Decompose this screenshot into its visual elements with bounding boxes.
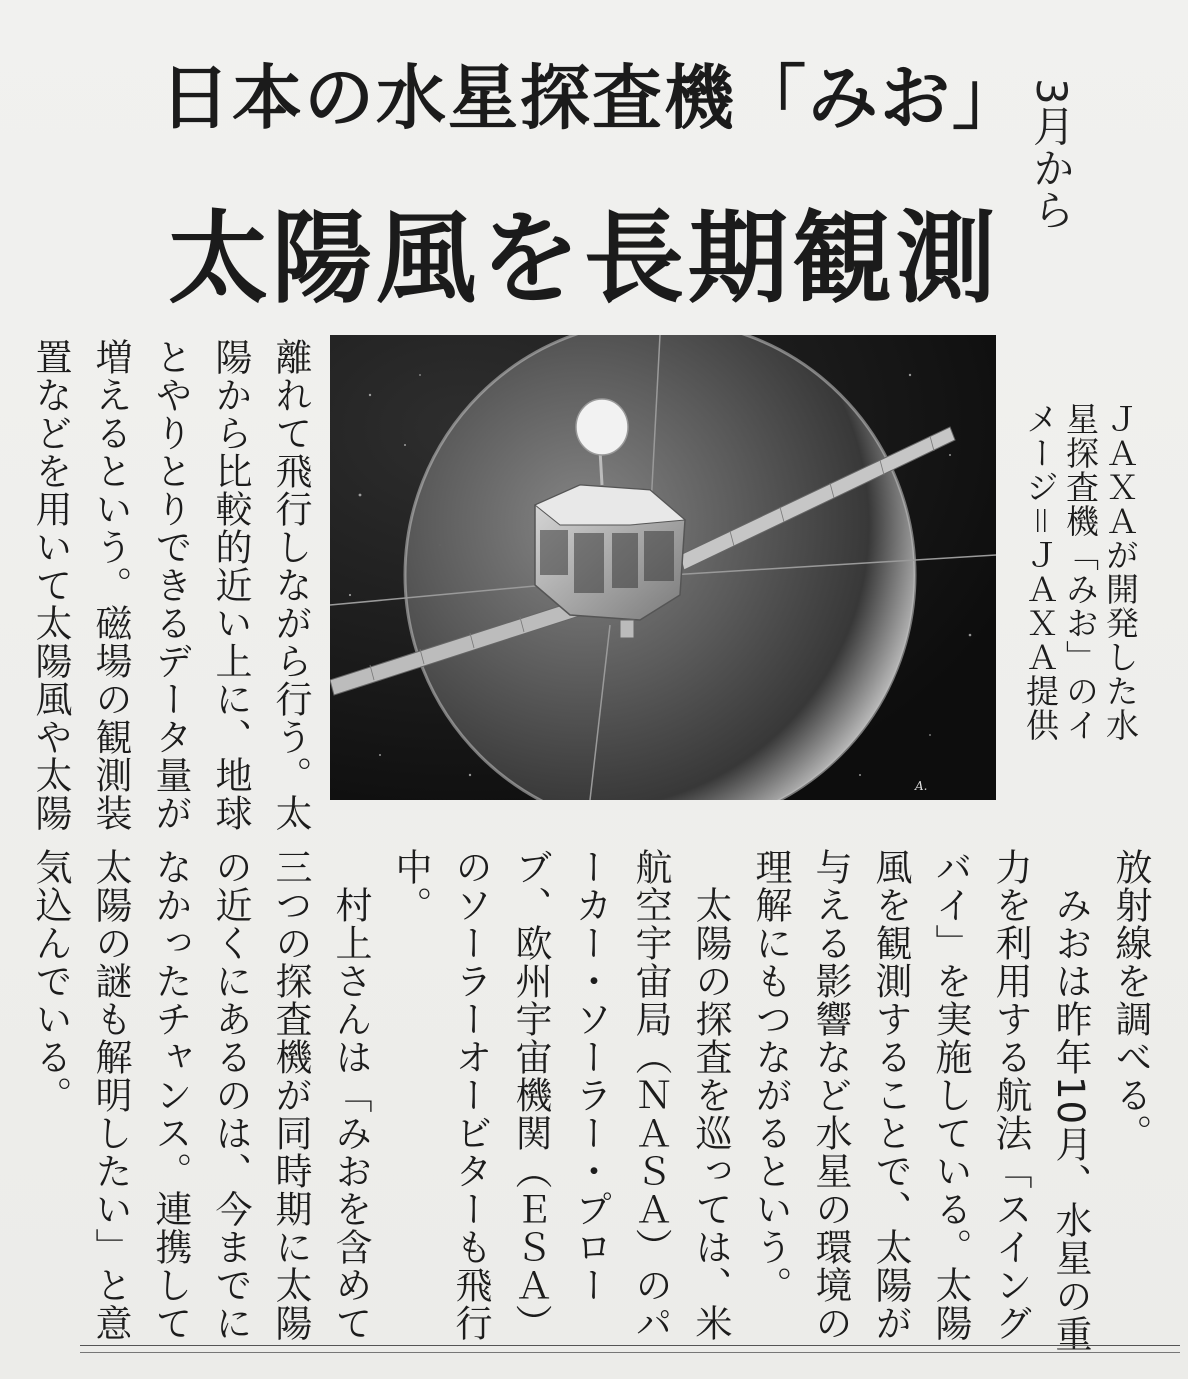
- spacecraft-photo: [330, 335, 996, 800]
- article-text-upper: 離れて飛行しながら行う。太 陽から比較的近い上に、地球 とやりとりできるデータ量が 増えるという。磁場の観測装 置などを用いて太陽風や太陽: [29, 338, 312, 832]
- headline-side-label: 3月から: [1027, 78, 1076, 231]
- article-text-lower: 放射線を調べる。 みおは昨年10月、水星の重 力を利用する航法「スイング バイ」を実施している。太陽 風を観測することで、太陽が 与える影響など水星の環境の 理解にもつながるという。 太陽の探査を巡っては、米 航空宇宙局（ＮＡＳＡ）のパ ーカー・ソーラー・プロー ブ、欧州宇宙機関（ＥＳＡ） のソーラーオービターも飛行 中。 村上さんは「みおを含めて 三つの探査機が同時期に太陽 の近くにあるのは、今までに なかったチャンス。連携して 太陽の謎も解明したい」と意 気込んでいる。: [29, 848, 1152, 1354]
- headline-sub: 太陽風を長期観測: [168, 200, 1000, 317]
- svg-text:A.: A.: [915, 779, 928, 793]
- photo-caption: ＪＡＸＡが開発した水 星探査機「みお」のイ メージ＝ＪＡＸＡ提供: [1021, 402, 1140, 742]
- mio-probe-illustration: [330, 335, 996, 800]
- bottom-rule-thin: [80, 1352, 1180, 1353]
- bottom-rule: [80, 1345, 1180, 1346]
- headline-main: 日本の水星探査機「みお」: [160, 57, 1024, 139]
